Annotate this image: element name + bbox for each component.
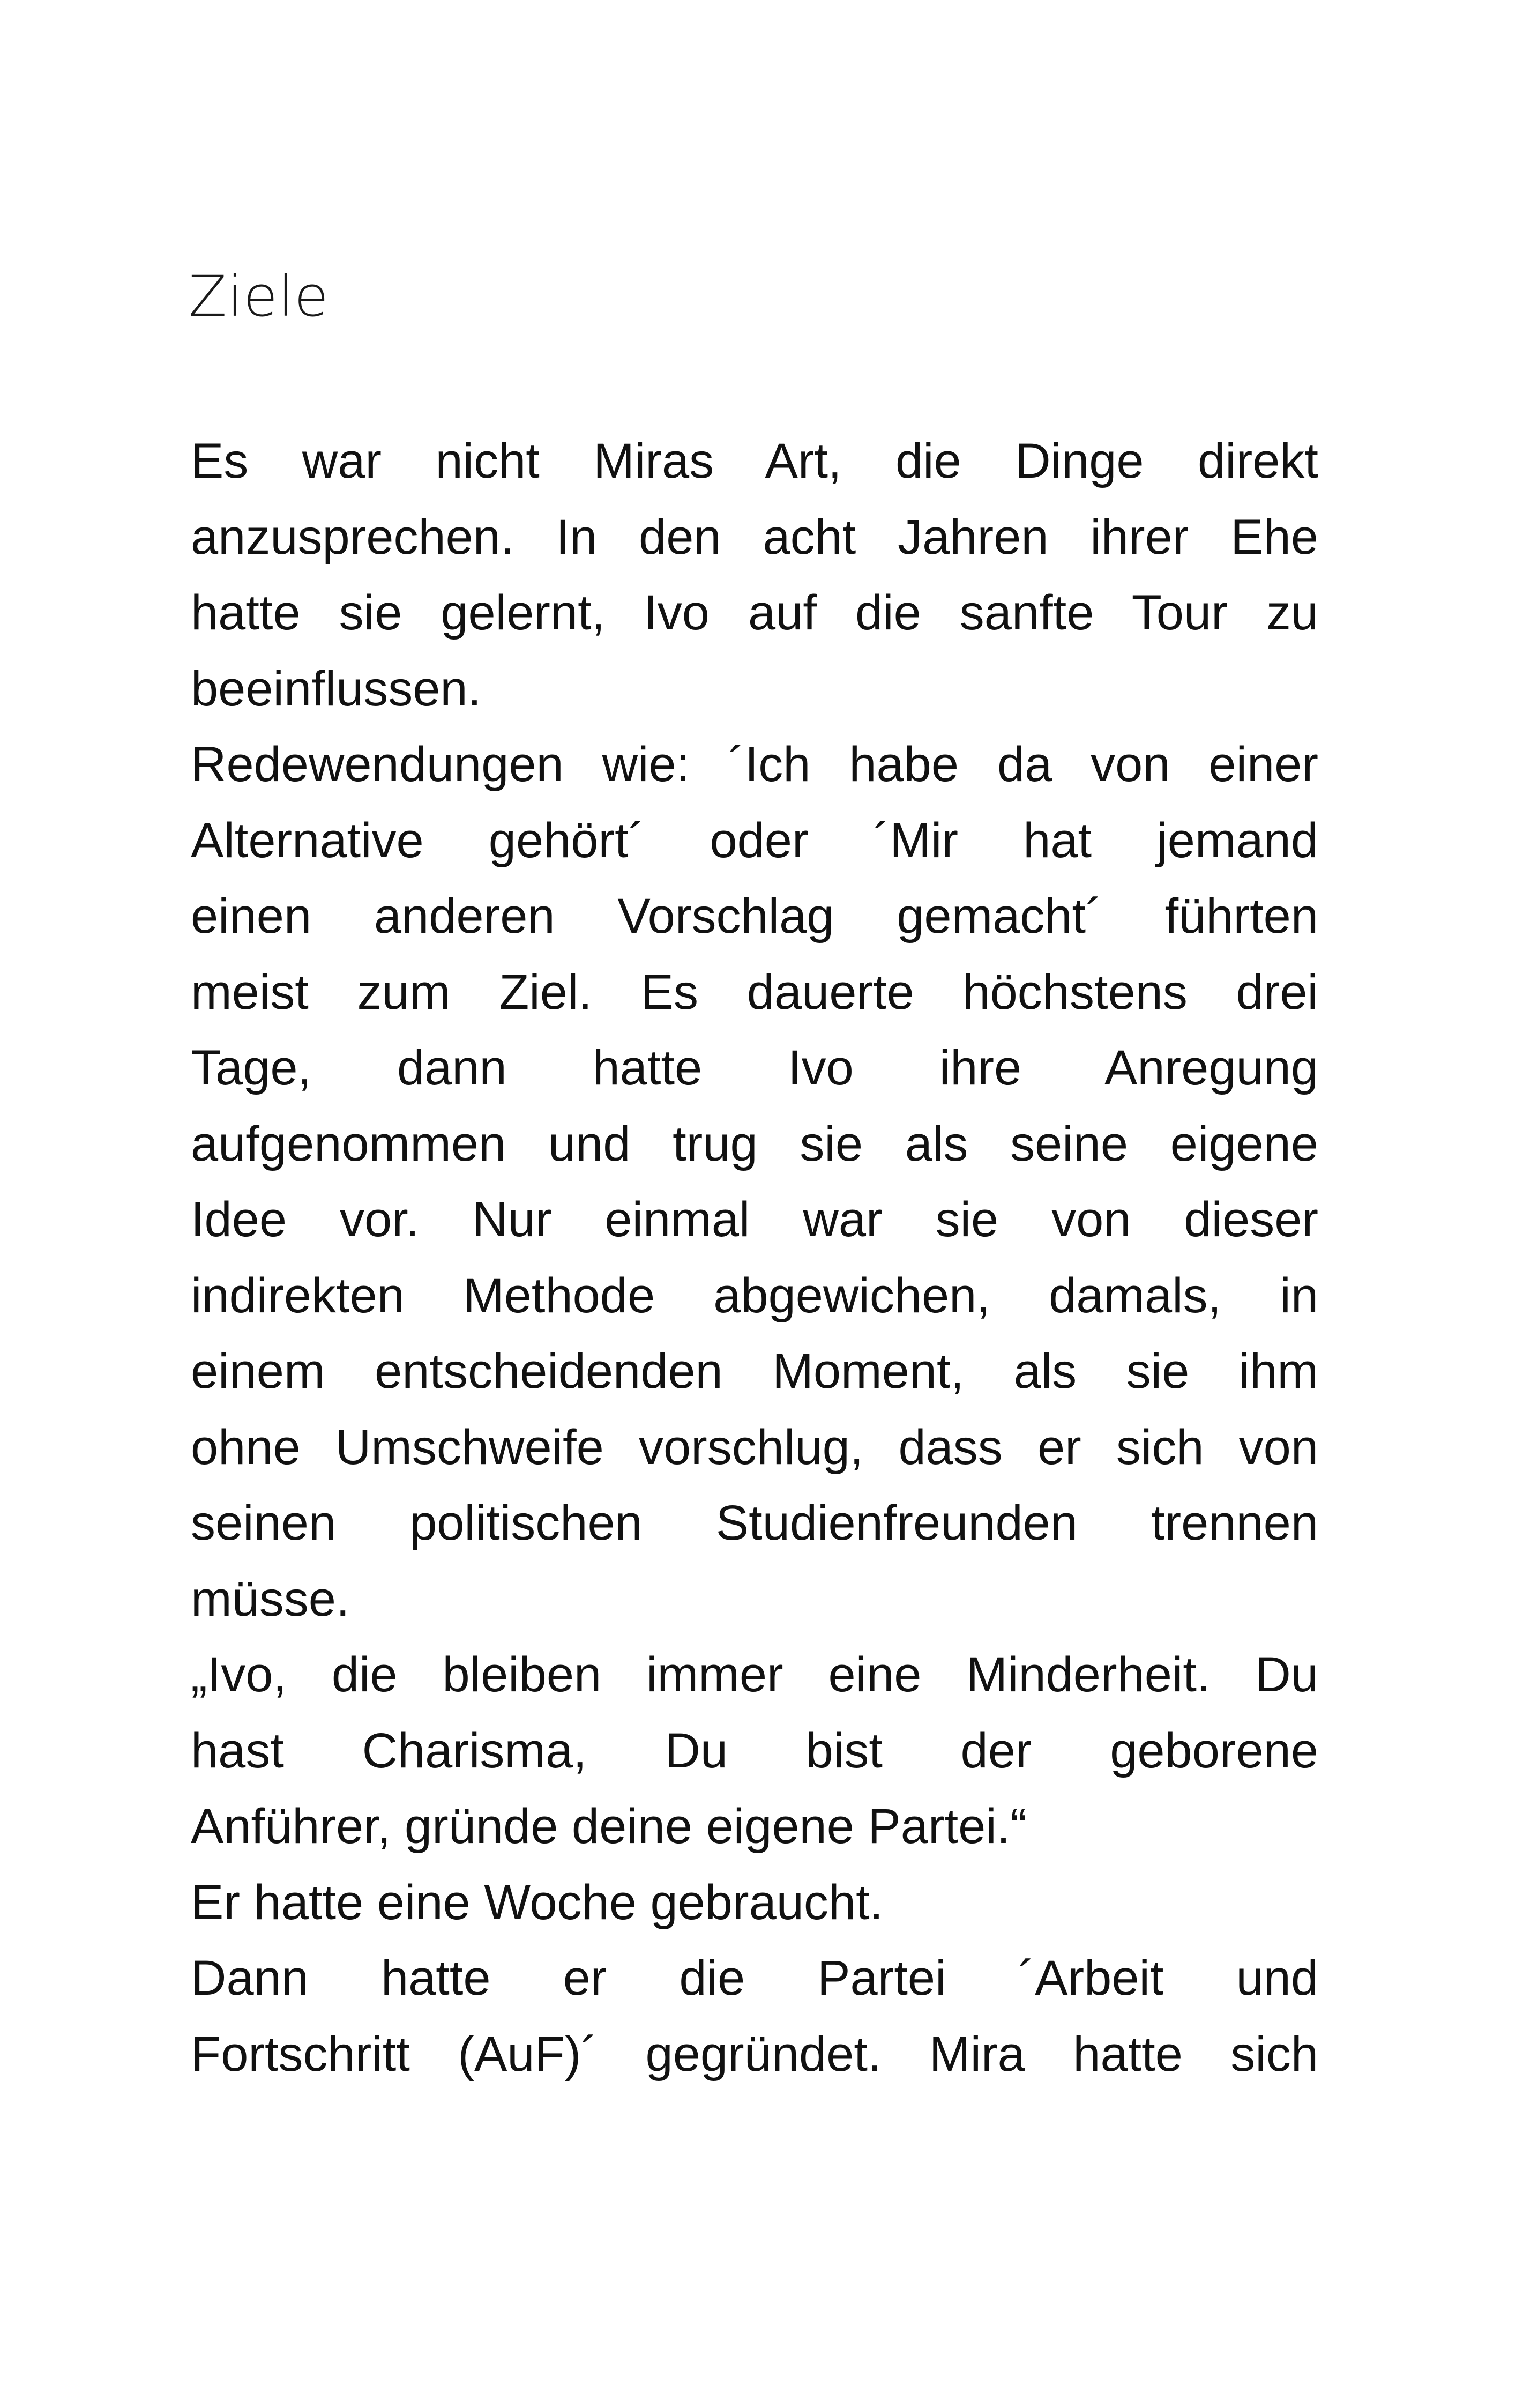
text-line: Er hatte eine Woche gebraucht. <box>191 1875 884 1930</box>
text-line: einen anderen Vorschlag gemacht´ führten <box>191 889 1318 943</box>
text-line: Dann hatte er die Partei ´Arbeit und <box>191 1951 1318 2005</box>
text-line: Anführer, gründe deine eigene Partei.“ <box>191 1799 1027 1854</box>
text-line: einem entscheidenden Moment, als sie ihm <box>191 1344 1318 1399</box>
text-line: hatte sie gelernt, Ivo auf die sanfte Tour zu <box>191 585 1318 640</box>
text-line: Redewendungen wie: ´Ich habe da von einer <box>191 737 1318 792</box>
chapter-title: Ziele <box>189 264 330 329</box>
text-line: Fortschritt (AuF)´ gegründet. Mira hatte sich <box>191 2026 1318 2082</box>
text-line: beeinflussen. <box>191 661 482 716</box>
text-line: hast Charisma, Du bist der geborene <box>191 1723 1318 1778</box>
text-line: „Ivo, die bleiben immer eine Minderheit. Du <box>191 1647 1318 1702</box>
text-line: müsse. <box>191 1571 350 1626</box>
text-line: Tage, dann hatte Ivo ihre Anregung <box>191 1041 1318 1095</box>
chapter-body <box>191 423 1318 2092</box>
text-line: meist zum Ziel. Es dauerte höchstens drei <box>191 964 1318 1020</box>
text-line: seinen politischen Studienfreunden trennen <box>191 1496 1318 1550</box>
text-line: ohne Umschweife vorschlug, dass er sich von <box>191 1419 1318 1475</box>
text-line: aufgenommen und trug sie als seine eigene <box>191 1116 1318 1171</box>
text-line: Idee vor. Nur einmal war sie von dieser <box>191 1192 1318 1247</box>
text-line: anzusprechen. In den acht Jahren ihrer Ehe <box>191 509 1318 564</box>
text-line: Alternative gehört´ oder ´Mir hat jemand <box>191 813 1318 868</box>
text-line: Es war nicht Miras Art, die Dinge direkt <box>191 434 1318 488</box>
text-line: indirekten Methode abgewichen, damals, in <box>191 1268 1318 1323</box>
